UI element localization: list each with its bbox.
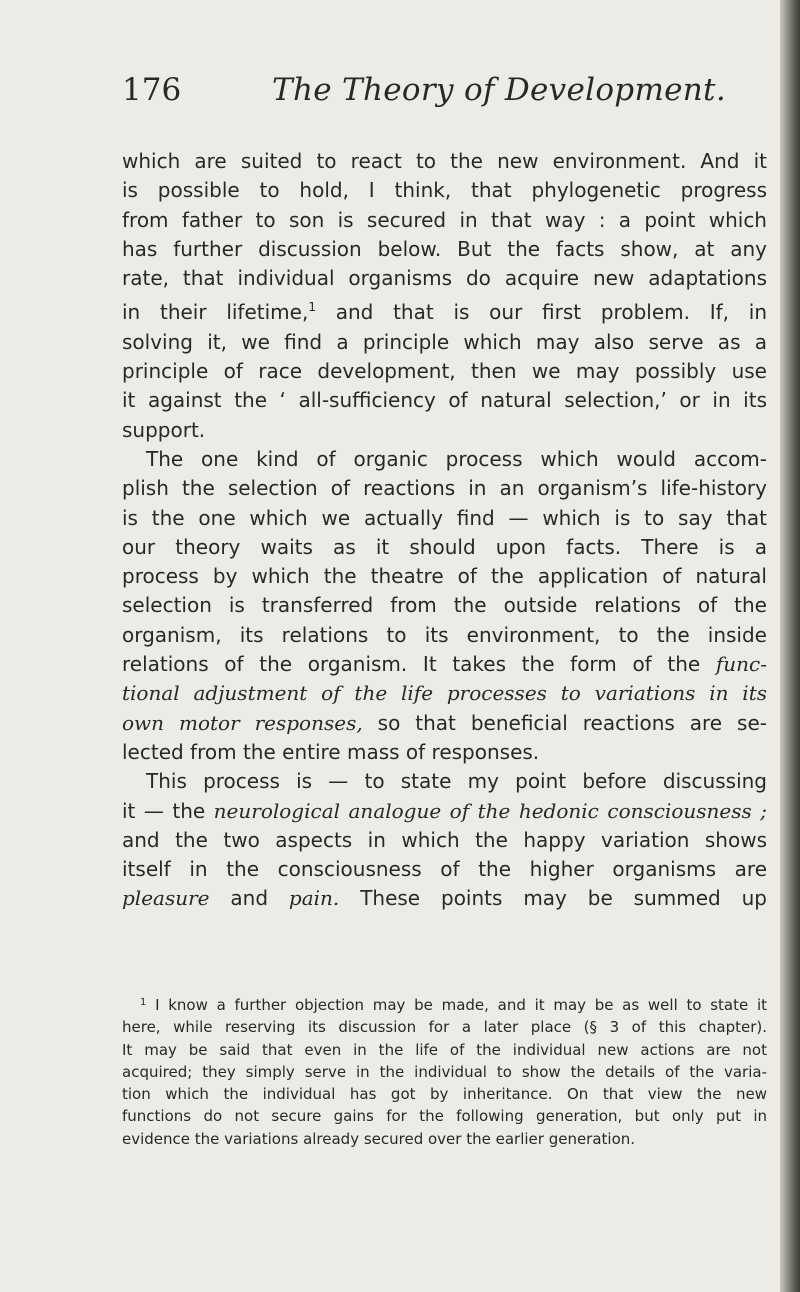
paragraph-3 [122, 767, 767, 913]
text-segment: so that beneficial reactions are se- [362, 710, 767, 735]
text-line [122, 650, 767, 679]
italic-text: own motor responses, [122, 710, 363, 735]
footnote-reference: 1 [308, 300, 316, 315]
footnote-line: evidence the variations already secured over the earlier generation. [122, 1129, 636, 1148]
footnote-line: functions do not secure gains for the following generation, but only put in [122, 1107, 767, 1126]
text-line: process by which the theatre of the application of natural [122, 564, 767, 589]
text-segment: in their lifetime, [122, 300, 309, 325]
text-line: rate, that individual organisms do acquire new adaptations [122, 266, 767, 291]
text-line: itself in the consciousness of the higher organisms are [122, 857, 767, 882]
text-line: The one kind of organic process which would accom- [146, 446, 767, 471]
footnote-line: tion which the individual has got by inheritance. On that view the new [122, 1085, 767, 1104]
footnote-line: acquired; they simply serve in the individual to show the details of the varia- [122, 1062, 767, 1081]
paragraph-2 [122, 445, 767, 767]
body-text [122, 147, 767, 914]
text-line: our theory waits as it should upon facts. There is a [122, 534, 767, 559]
text-line: which are suited to react to the new environment. And it [122, 149, 767, 173]
text-line: plish the selection of reactions in an organism’s life-history [122, 476, 767, 501]
italic-text: pain. [288, 886, 340, 911]
text-line [122, 797, 767, 826]
text-line: organism, its relations to its environment, to the inside [122, 622, 767, 647]
footnote-mark: 1 [140, 997, 147, 1008]
footnote-line [122, 992, 767, 1016]
text-segment: and that is our first problem. If, in [315, 300, 767, 325]
italic-text: func- [715, 652, 767, 677]
text-line [122, 709, 767, 738]
text-line: is the one which we actually find — which is to say that [122, 505, 767, 530]
text-line: solving it, we find a principle which may also serve as a [122, 329, 767, 354]
text-segment: These points may be summed up [339, 886, 768, 911]
text-line: it against the ‘ all-sufficiency of natural selection,’ or in its [122, 388, 767, 413]
text-line [122, 884, 767, 913]
text-line: selection is transferred from the outside relations of the [122, 593, 767, 618]
page-number: 176 [122, 72, 182, 108]
text-line: This process is — to state my point before discussing [146, 769, 767, 794]
text-line: has further discussion below. But the facts show, at any [122, 236, 767, 261]
running-title: The Theory of Development. [272, 72, 726, 108]
text-line: support. [122, 417, 206, 442]
italic-text: neurological analogue of the hedonic consciousness ; [213, 798, 767, 823]
text-line: is possible to hold, I think, that phylogenetic progress [122, 178, 767, 203]
text-segment: it — the [122, 798, 214, 823]
page-header [122, 72, 762, 122]
text-segment: and [209, 886, 289, 911]
footnote-line: here, while reserving its discussion for a later place (§ 3 of this chapter). [122, 1018, 767, 1037]
text-segment: relations of the organism. It takes the form of the [122, 652, 716, 677]
text-line [122, 293, 767, 327]
text-line: from father to son is secured in that way : a point which [122, 207, 767, 232]
text-line: and the two aspects in which the happy variation shows [122, 827, 767, 852]
italic-text: pleasure [122, 886, 210, 911]
text-line: lected from the entire mass of responses. [122, 739, 540, 764]
text-segment: I know a further objection may be made, and it may be as well to state it [146, 996, 767, 1014]
paragraph-1 [122, 147, 767, 445]
text-line: principle of race development, then we may possibly use [122, 359, 767, 384]
italic-text-line: tional adjustment of the life processes to variations in its [122, 681, 767, 706]
footnote-line: It may be said that even in the life of the individual new actions are not [122, 1040, 767, 1059]
page-edge [780, 0, 800, 1292]
footnote [122, 992, 767, 1150]
